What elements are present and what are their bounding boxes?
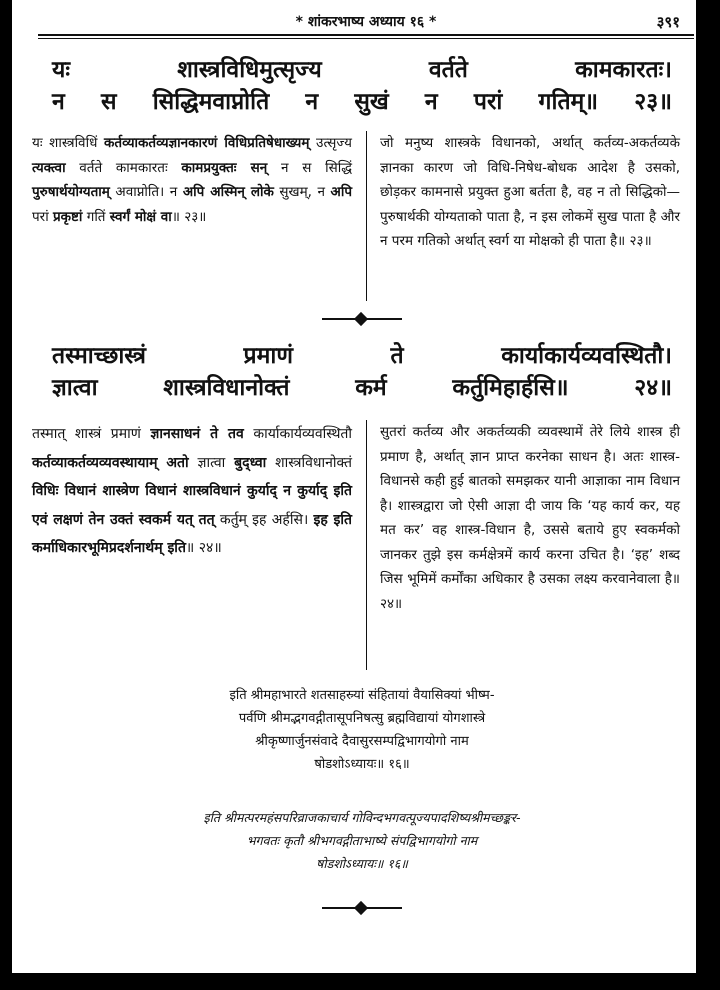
anuvad-24-text: सुतरां कर्तव्य और अकर्तव्यकी व्यवस्थामें तेरे लिये शास्त्र ही प्रमाण है, अर्थात् ज्ञान प्राप्त करनेका साधन है। अतः शास्त्र-विधानसे कही हुई बातको समझकर यानी आज्ञाका नाम विधान है। शास्त्रद्वारा जो ऐसी आज्ञा दी जाय कि ‘यह कार्य कर, यह मत कर’ वह शास्त्र-विधान है, उससे बताये हुए स्वकर्मको जानकर तुझे इस कर्मक्षेत्रमें कार्य करना उचित है। ‘इह’ शब्द जिस भूमिमें कर्मोंका अधिकार है उसका लक्ष्य करवानेवाला है॥ २४॥ [380,424,680,612]
bhashya-word-bold: कामप्रयुक्तः सन् [181,159,268,176]
bhashya-word: न स सिद्धिं [267,159,352,176]
bhashya-word-bold: प्रकृष्टां [52,208,83,225]
verse-24-line-1: तस्माच्छास्त्रं प्रमाणं ते कार्याकार्यव्यवस्थितौ। [52,343,672,369]
anuvad-23 [380,131,680,254]
verse-23-line-1: यः शास्त्रविधिमुत्सृज्य वर्तते कामकारतः। [52,57,672,83]
bhashya-word-bold: अतो [166,454,189,471]
bhashya-word: गतिं [82,208,110,225]
colophon-line: षोडशोऽध्यायः॥ १६॥ [314,757,410,772]
bhashya-word-bold: बुद्ध्वा [234,454,267,471]
bhashya-23 [32,131,352,229]
bhashya-word-bold: कर्तव्याकर्तव्यव्यवस्थायाम् [32,454,158,471]
bhashya-word-bold: कर्तव्याकर्तव्यज्ञानकारणं विधिप्रतिषेधाख्यम् [104,135,310,151]
bhashya-word-bold: त्यक्त्वा [32,159,66,176]
bhashya-word: उत्सृज्य [309,135,352,151]
running-title: * शांकरभाष्य अध्याय १६ * [295,14,437,30]
mahabharata-colophon [62,684,662,776]
bhashya-colophon [62,806,662,875]
anuvad-24 [380,420,680,616]
page-header [38,8,694,34]
bhashya-23-text [32,131,352,229]
bhashya-word: तस्मात् शास्त्रं प्रमाणं [32,426,151,442]
column-divider [366,131,367,301]
book-page [12,0,696,973]
verse-23-line-2: न स सिद्धिमवाप्नोति न सुखं न परां गतिम्॥ २३॥ [52,89,672,115]
section-ornament [322,314,402,324]
bhashya-word: परां [32,208,53,225]
bhashya-word: ज्ञात्वा [188,454,235,471]
verse-23 [52,54,672,118]
bhashya-word: शास्त्रविधानोक्तं [266,454,353,471]
page-number: ३९१ [656,13,680,31]
bhashya-word: सुखम्, न [273,184,331,200]
header-rule [38,34,694,36]
colophon-line: इति श्रीमत्परमहंसपरिव्राजकाचार्य गोविन्दभगवत्पूज्यपादशिष्यश्रीमच्छङ्कर- [203,810,521,825]
bhashya-word: कर्तुम् इह अर्हसि। [214,511,314,528]
bhashya-word: अवाप्नोति। न [109,184,183,200]
header-rule-thin [38,38,694,39]
colophon-line: श्रीकृष्णार्जुनसंवादे दैवासुरसम्पद्विभागयोगो नाम [255,734,469,749]
bhashya-word-bold: अपि [330,184,352,200]
bhashya-24 [32,420,352,563]
colophon-line: इति श्रीमहाभारते शतसाहस्र्यां संहितायां वैयासिक्यां भीष्म- [229,688,495,703]
bhashya-word-bold: ज्ञानसाधनं ते तव [150,426,244,442]
bhashya-word: कार्याकार्यव्यवस्थितौ [243,426,352,442]
column-divider-2 [366,420,367,670]
verse-24-line-2: ज्ञात्वा शास्त्रविधानोक्तं कर्म कर्तुमिहार्हसि॥ २४॥ [52,375,672,401]
colophon-line: भगवतः कृतौ श्रीभगवद्गीताभाष्ये संपद्विभागयोगो नाम [246,833,478,848]
verse-24 [52,340,672,404]
end-ornament [322,903,402,913]
bhashya-word-bold: स्वर्गं मोक्षं वा [109,208,172,225]
colophon-line: षोडशोऽध्यायः॥ १६॥ [316,856,408,871]
anuvad-23-text: जो मनुष्य शास्त्रके विधानको, अर्थात् कर्तव्य-अकर्तव्यके ज्ञानका कारण जो विधि-निषेध-बोधक आदेश है उसको, छोड़कर कामनासे प्रयुक्त हुआ बर्तता है, वह न तो सिद्धिको—पुरुषार्थकी योग्यताको पाता है, न इस लोकमें सुख पाता है और न परम गतिको अर्थात् स्वर्ग या मोक्षको ही पाता है॥ २३॥ [380,135,680,249]
bhashya-word: यः शास्त्रविधिं [32,135,104,151]
bhashya-word: ॥ २४॥ [185,540,222,556]
bhashya-word-bold: अपि अस्मिन् लोके [182,184,274,200]
bhashya-word-bold: इह इति कर्माधिकारभूमिप्रदर्शनार्थम् इति [32,511,352,556]
bhashya-word-bold: विधिः विधानं शास्त्रेण विधानं शास्त्रविधानं कुर्याद् न कुर्याद् इति एवं लक्षणं तेन उक्तं स्वकर्म यत् तत् [32,483,352,528]
bhashya-word: ॥ २३॥ [171,208,207,225]
bhashya-word-bold: पुरुषार्थयोग्यताम् [32,184,110,200]
bhashya-word: वर्तते कामकारतः [65,159,182,176]
colophon-line: पर्वणि श्रीमद्भगवद्गीतासूपनिषत्सु ब्रह्मविद्यायां योगशास्त्रे [238,711,486,726]
bhashya-24-text [32,420,352,563]
